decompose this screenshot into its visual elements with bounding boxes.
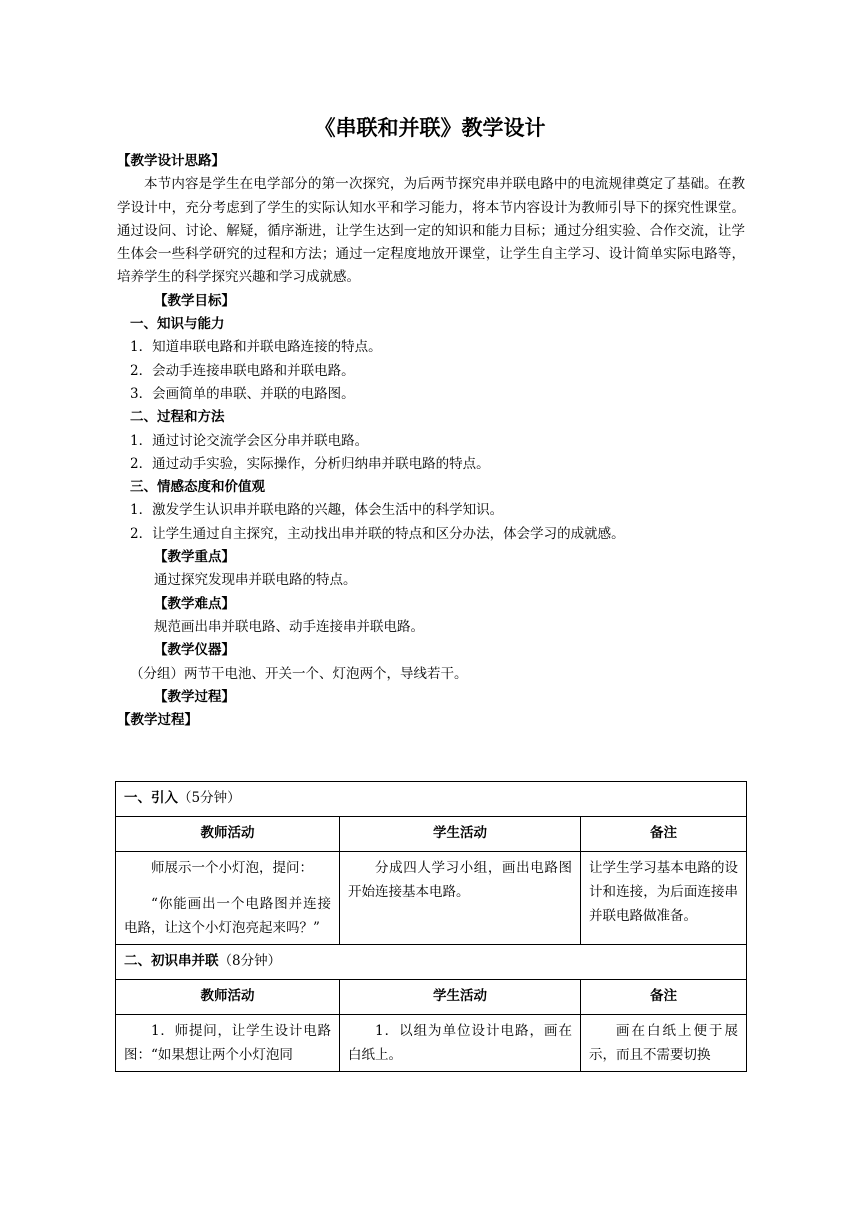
key-point-text: 通过探究发现串并联电路的特点。 xyxy=(154,572,357,589)
table-row xyxy=(116,852,747,945)
difficulty-heading: 【教学难点】 xyxy=(154,595,235,612)
attitude-item: 1．激发学生认识串并联电路的兴趣，体会生活中的科学知识。 xyxy=(130,502,504,519)
attitude-heading: 三、情感态度和价值观 xyxy=(130,479,265,496)
attitude-item: 2．让学生通过自主探究，主动找出串并联的特点和区分办法，体会学习的成就感。 xyxy=(130,525,625,542)
equipment-text: （分组）两节干电池、开关一个、灯泡两个，导线若干。 xyxy=(130,665,468,682)
design-idea-paragraph: 本节内容是学生在电学部分的第一次探究，为后两节探究串并联电路中的电流规律奠定了基础。在教学设计中，充分考虑到了学生的实际认知水平和学习能力，将本节内容设计为教师引导下的探究性课堂。通过设问、讨论、解疑，循序渐进，让学生达到一定的知识和能力目标；通过分组实验、合作交流，让学生体会一些科学研究的过程和方法；通过一定程度地放开课堂，让学生自主学习、设计简单实际电路等，培养学生的科学探究兴趣和学习成就感。 xyxy=(117,176,745,286)
teacher-activity-cell: 师展示一个小灯泡，提问： “你能画出一个电路图并连接电路，让这个小灯泡亮起来吗？” xyxy=(116,852,340,945)
student-activity-cell: 分成四人学习小组，画出电路图开始连接基本电路。 xyxy=(340,852,581,945)
teaching-process-heading: 【教学过程】 xyxy=(117,712,198,729)
knowledge-heading: 一、知识与能力 xyxy=(130,316,225,333)
process-item: 2．通过动手实验，实际操作，分析归纳串并联电路的特点。 xyxy=(130,455,490,472)
section-title: 二、初识串并联（8分钟） xyxy=(116,945,747,980)
teaching-process-heading: 【教学过程】 xyxy=(154,688,235,705)
col-header-note: 备注 xyxy=(581,817,747,852)
note-cell: 画在白纸上便于展示，而且不需要切换 xyxy=(581,1015,747,1072)
process-item: 1．通过讨论交流学会区分串并联电路。 xyxy=(130,432,369,449)
table-row xyxy=(116,1015,747,1072)
col-header-student: 学生活动 xyxy=(340,817,581,852)
section-row xyxy=(116,945,747,980)
col-header-student: 学生活动 xyxy=(340,980,581,1015)
col-header-teacher: 教师活动 xyxy=(116,817,340,852)
lesson-process-table xyxy=(115,781,747,1072)
teacher-activity-cell: 1．师提问，让学生设计电路图：“如果想让两个小灯泡同 xyxy=(116,1015,340,1072)
knowledge-item: 1．知道串联电路和并联电路连接的特点。 xyxy=(130,339,382,356)
equipment-heading: 【教学仪器】 xyxy=(154,642,235,659)
table-header-row xyxy=(116,817,747,852)
section-title: 一、引入（5分钟） xyxy=(116,782,747,817)
difficulty-text: 规范画出串并联电路、动手连接串并联电路。 xyxy=(154,618,424,635)
document-body xyxy=(117,150,745,732)
knowledge-item: 3．会画简单的串联、并联的电路图。 xyxy=(130,385,355,402)
col-header-teacher: 教师活动 xyxy=(116,980,340,1015)
document-title: 《串联和并联》教学设计 xyxy=(314,116,546,140)
key-point-heading: 【教学重点】 xyxy=(154,549,235,566)
process-method-heading: 二、过程和方法 xyxy=(130,409,225,426)
col-header-note: 备注 xyxy=(581,980,747,1015)
table-header-row xyxy=(116,980,747,1015)
goals-heading: 【教学目标】 xyxy=(154,292,235,309)
note-cell: 让学生学习基本电路的设计和连接，为后面连接串并联电路做准备。 xyxy=(581,852,747,945)
student-activity-cell: 1．以组为单位设计电路，画在白纸上。 xyxy=(340,1015,581,1072)
knowledge-item: 2．会动手连接串联电路和并联电路。 xyxy=(130,362,355,379)
design-idea-heading: 【教学设计思路】 xyxy=(117,153,225,169)
section-row xyxy=(116,782,747,817)
